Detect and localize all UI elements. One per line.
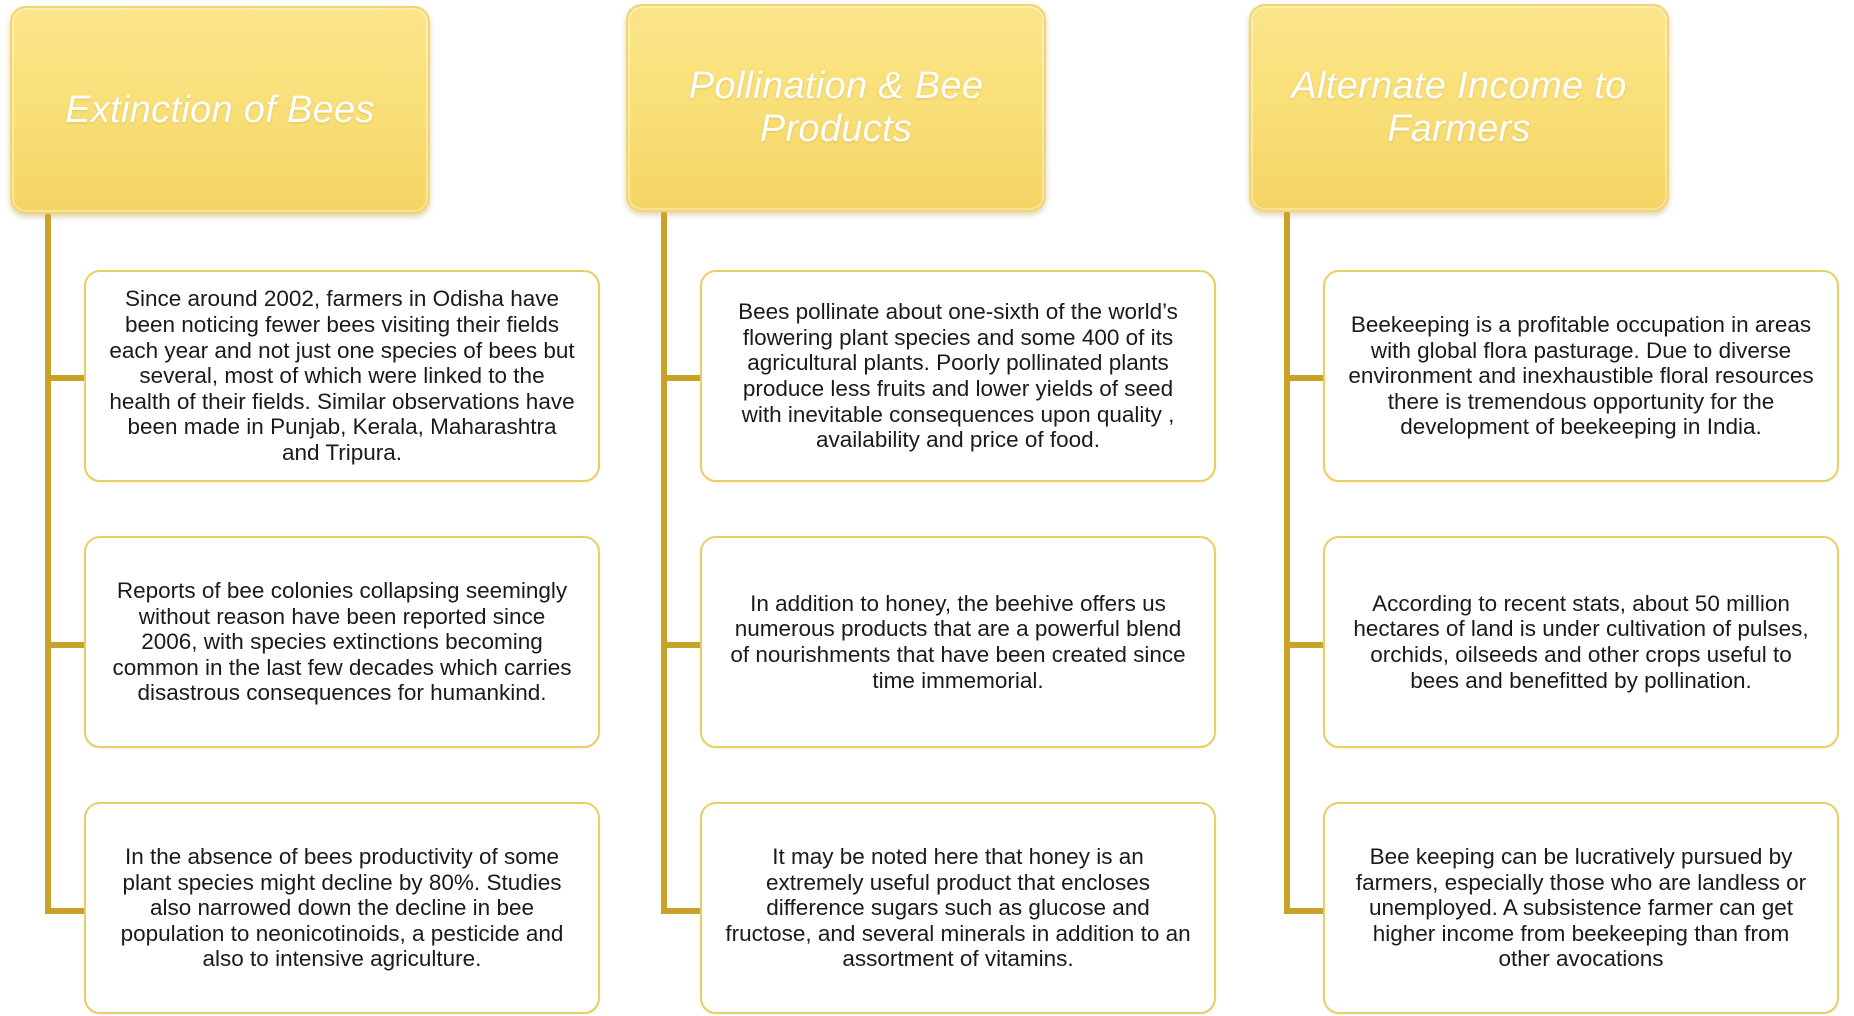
header-box [626, 4, 1046, 212]
connector-spine [45, 214, 51, 914]
info-card [1323, 270, 1839, 482]
info-card [1323, 536, 1839, 748]
header-title: Pollination & Bee Products [688, 65, 984, 150]
info-card [1323, 802, 1839, 1014]
column-alternate-income [1249, 0, 1814, 1016]
connector-branch [45, 642, 85, 648]
connector-branch [45, 375, 85, 381]
header-title: Extinction of Bees [65, 88, 375, 131]
connector-spine [1284, 212, 1290, 914]
card-text: Reports of bee colonies collapsing seemingly without reason have been reported since 2006, with species extinctions becoming common in the last few decades which carries disastrous consequences for humankind. [112, 578, 572, 706]
card-text: It may be noted here that honey is an extremely useful product that encloses difference sugars such as glucose and fructose, and several minerals in addition to an assortment of vitamins. [725, 844, 1191, 972]
card-text: In addition to honey, the beehive offers us numerous products that are a powerful blend of nourishments that have been created since time immemorial. [730, 590, 1186, 693]
column-extinction-of-bees [10, 0, 575, 1016]
header-box [1249, 4, 1669, 212]
info-card [700, 536, 1216, 748]
header-box [10, 6, 430, 214]
card-text: Bee keeping can be lucratively pursued by farmers, especially those who are landless or unemployed. A subsistence farmer can get higher income from beekeeping than from other avocations [1355, 844, 1807, 972]
connector-branch [45, 908, 85, 914]
connector-branch [1284, 642, 1324, 648]
card-text: Bees pollinate about one-sixth of the world’s flowering plant species and some 400 of its agricultural plants. Poorly pollinated plants produce less fruits and lower yields of seed with inevitable consequences upon quality , availability and price of food. [738, 299, 1178, 453]
connector-branch [661, 908, 701, 914]
card-text: Beekeeping is a profitable occupation in areas with global flora pasturage. Due to diverse environment and inexhaustible floral resources there is tremendous opportunity for the development of beekeeping in India. [1348, 312, 1814, 440]
connector-branch [661, 642, 701, 648]
card-text: According to recent stats, about 50 million hectares of land is under cultivation of pulses, orchids, oilseeds and other crops useful to bees and benefitted by pollination. [1353, 590, 1809, 693]
info-card [700, 270, 1216, 482]
connector-branch [1284, 908, 1324, 914]
card-text: Since around 2002, farmers in Odisha have been noticing fewer bees visiting their fields each year and not just one species of bees but several, most of which were linked to the health of their fields. Similar observations have been made in Punjab, Kerala, Maharashtra and Tripura. [109, 286, 575, 465]
connector-branch [1284, 375, 1324, 381]
info-card [84, 270, 600, 482]
connector-branch [661, 375, 701, 381]
info-card [84, 536, 600, 748]
info-card [84, 802, 600, 1014]
connector-spine [661, 212, 667, 914]
card-text: In the absence of bees productivity of some plant species might decline by 80%. Studies also narrowed down the decline in bee population to neonicotinoids, a pesticide and also to intensive agriculture. [120, 844, 564, 972]
info-card [700, 802, 1216, 1014]
column-pollination-bee-products [626, 0, 1191, 1016]
header-title: Alternate Income to Farmers [1291, 65, 1627, 150]
